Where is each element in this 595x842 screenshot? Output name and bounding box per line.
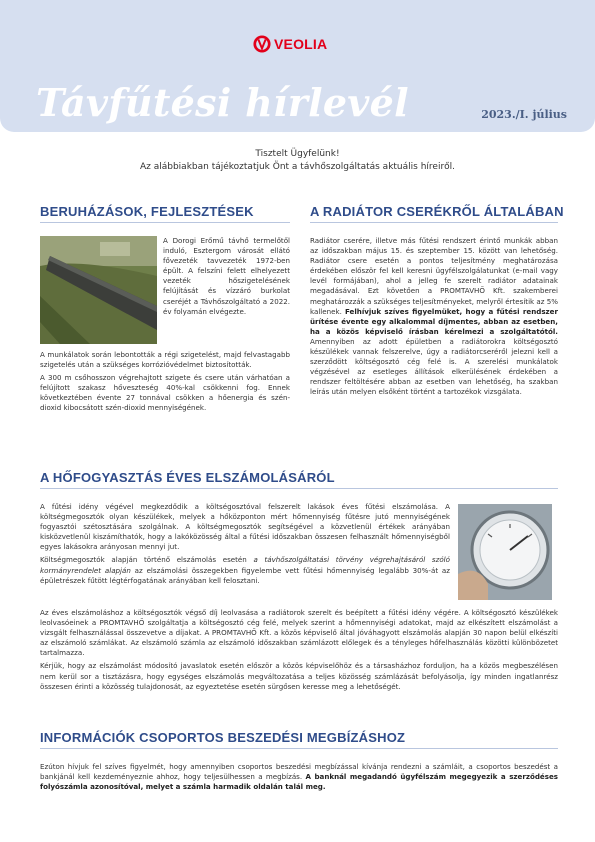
section-rule: [310, 222, 558, 223]
pipeline-photo: [40, 236, 157, 344]
radiator-p1-tail: Amennyiben az adott épületben a radiátorokra költségosztó készülékek vannak felszerelve, úgy a radiátorcseréről jelezni kell a szerződött költségosztó cég felé is. A szerelési munkálatok végzésével az esetleges állítások elkerülésének érdekében a rendszer feltöltésére abban az esetben van lehetőség, ha szakban leírás után melyen elsőként történt a tartozékok vizsgálata.: [310, 336, 558, 397]
radiator-p1-text: Radiátor cserére, illetve más fűtési rendszert érintő munkák abban az időszakban május 15. és szeptember 15. között van lehetőség. Radiátor csere esetén a pontos teljesítmény meghatározása érdekében először fel kell keresni ügyfélszolgálatunkat (e-mail vagy levél formájában), ahol a jelleg fe szerelt radiátor adatainak megadásával. Ezt követően a PROMTAVHŐ Kft. szakemberei meghatározzák a szükséges teljesítményeket, melyről értesítik az 5% kallenek.: [310, 236, 558, 316]
section-title-hofogyasztas: A HŐFOGYASZTÁS ÉVES ELSZÁMOLÁSÁRÓL: [40, 470, 335, 485]
hofogyasztas-p1: A fűtési idény végével megkezdődik a költségosztóval felszerelt lakások éves fűtési elszámolása. A költségmegosztók olyan készülékek, melyek a hőközponton mért hőmennyiség fűtésre jutó mennyiségének fogyasztói szétosztására szolgálnak. A költségmegosztók segítségével a közvetlenül értékek arányában kisközvetlenül kiszámíthatók, hogy a lakóközösség által a fűtési időszakban összesen felhasznált hőmennyiségből egyes lakásokra arányosan mennyi jut.: [40, 502, 450, 552]
hofogyasztas-p2-text: Költségmegosztók alapján történő elszámolás esetén: [40, 555, 254, 565]
pipeline-illustration: [40, 236, 157, 344]
section-title-beruhazasok: BERUHÁZÁSOK, FEJLESZTÉSEK: [40, 204, 254, 219]
radiator-p1: [310, 236, 558, 398]
beruhazasok-p1: A Dorogi Erőmű távhő termelőtől induló, Esztergom városát ellátó fővezeték tavvezeték 1972-ben épült. A felszíni felett elhelyezett vezeték hőszigetelésének felújítását és vízzáró burkolat cseréjét a Távhőszolgáltató a 2022. év folyamán elvégezte.: [163, 236, 290, 316]
greeting-block: [0, 148, 595, 174]
salutation: Tisztelt Ügyfelünk!: [255, 149, 340, 159]
section-title-radiator: A RADIÁTOR CSERÉKRŐL ÁLTALÁBAN: [310, 204, 564, 219]
section-rule: [40, 488, 558, 489]
informaciok-p1-text: Ezúton hívjuk fel szíves figyelmét, hogy amennyiben csoportos beszedési megbízással kívánja rendezni a számláit, a csoportos beszedést a bankjánál kell kezdeményeznie ahhoz, hogy teljesülhessen a megbízás.: [40, 762, 558, 782]
issue-date: 2023./I. július: [481, 108, 567, 121]
beruhazasok-body: [40, 350, 290, 417]
radiator-p1-bold: Felhívjuk szíves figyelmüket, hogy a fűtési rendszer ürítése évente egy alkalommal díjmentes, abban az esetben, ha a közös képviselő írásban kérelmezi a szolgáltatótól.: [310, 306, 558, 336]
informaciok-p1-bold: A banknál megadandó ügyfélszám megegyezik a szerződéses folyószámla azonosítóval, melyet a számla harmadik oldalán talál meg.: [40, 772, 558, 792]
veolia-logo: [253, 34, 327, 54]
greeting-line: Az alábbiakban tájékoztatjuk Önt a távhőszolgáltatás aktuális híreiről.: [139, 162, 456, 172]
informaciok-body: [40, 762, 558, 795]
hofogyasztas-body: [40, 608, 558, 695]
beruhazasok-intro: [163, 236, 290, 320]
section-rule: [40, 222, 290, 223]
section-rule: [40, 748, 558, 749]
hofogyasztas-p3: Az éves elszámoláshoz a költségosztók végső díj leolvasása a radiátorok szerelt és beépített a fűtési idény végére. A költségosztó készülékek leolvasóeinek a PROMTAVHŐ szolgáltatja a költségosztó cég felé, melyek szerint a hőmennyiségi adatokat, majd az elkészített elszámolást a vizsgált felhasználással összevetve a díjakat. A PROMTAVHŐ Kft. a közös képviselő által jóváhagyott elszámolás alapján 30 napon belül elkészíti az elszámoló számlákat. Az elszámoló számla az elszámoló időszakban számlázott előlegek és a tényleges hőfelhasználás közötti különbözetet tartalmazza.: [40, 608, 558, 658]
informaciok-p1: [40, 762, 558, 792]
heat-meter-illustration: [458, 504, 552, 600]
radiator-body: [310, 236, 558, 401]
hofogyasztas-p2: [40, 555, 450, 585]
heat-meter-photo: [458, 504, 552, 600]
logo-wordmark: VEOLIA: [274, 36, 328, 52]
beruhazasok-p3: A 300 m csőhosszon végrehajtott szigete és csere után várhatóan a felújított szakasz hőveszteség 40%-kal csökkenni fog. Ennek következtében évente 27 tonnával csökken a hőenergia és szén-dioxid kibocsátott szén-dioxid mennyiségének.: [40, 373, 290, 413]
hofogyasztas-p4: Kérjük, hogy az elszámolást módosító javaslatok esetén először a közös képviselőhöz és a társasházhoz forduljon, ha a közös megbeszélésen nem kerül sor a tisztázásra, hogy egységes elszámolás megváltozatása a teljes közösség számlázását befolyásolja, így minden ingatlanrész összesen érinti a közösség tulajdonosát, az egyeztetése esetén sürgősen keresse meg a lehetőségét.: [40, 661, 558, 691]
section-title-informaciok: INFORMÁCIÓK CSOPORTOS BESZEDÉSI MEGBÍZÁSHOZ: [40, 730, 406, 745]
beruhazasok-p2: A munkálatok során lebontották a régi szigetelést, majd felvastagabb szigetelés után a szükséges korrózióvédelmet biztosították.: [40, 350, 290, 370]
hofogyasztas-p2-tail: az elszámolási összegekben figyelembe vett fűtési hőmennyiség legalább 30%-át az épületrészek fűtött légtérfogatának arányában kell felosztani.: [40, 565, 450, 585]
newsletter-title: Távfűtési hírlevél: [36, 80, 409, 125]
veolia-logo-icon: [253, 34, 271, 54]
hofogyasztas-intro: [40, 502, 450, 589]
hofogyasztas-p2-italic: a távhőszolgáltatási törvény végrehajtásáról szóló kormányrendelet alapján: [40, 555, 450, 575]
